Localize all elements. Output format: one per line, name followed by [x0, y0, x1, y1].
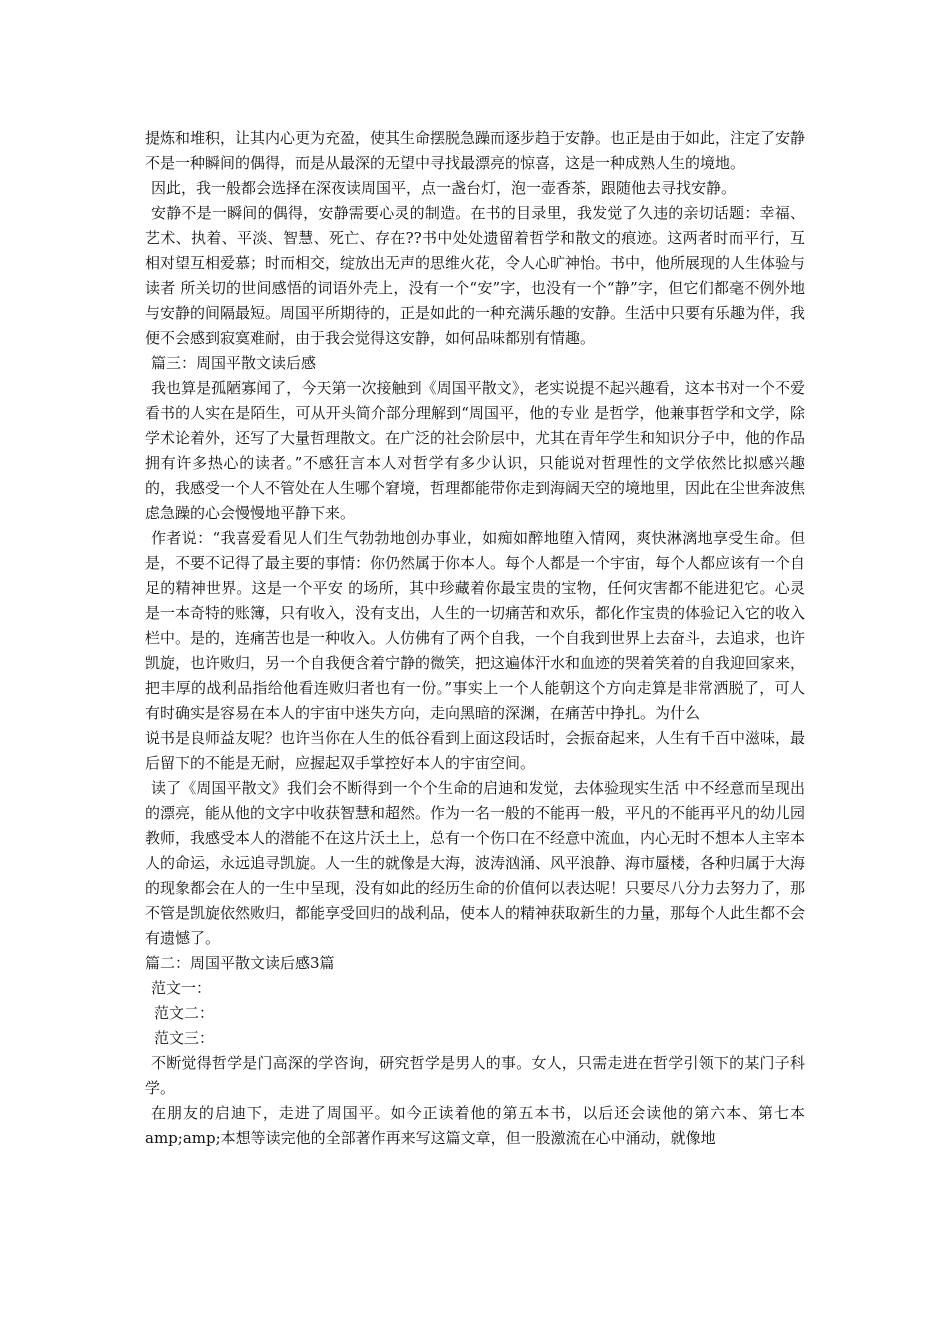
- paragraph: 作者说：“我喜爱看见人们生气勃勃地创办事业，如痴如醉地堕入情网，爽快淋漓地享受生命。但是，不要不记得了最主要的事情：你仍然属于你本人。每个人都是一个宇宙，每个人都应该有一个自足的精神世界。这是一个平安 的场所，其中珍藏着你最宝贵的宝物，任何灾害都不能进犯它。心灵 是一本奇特的账簿，只有收入，没有支出，人生的一切痛苦和欢乐，都化作宝贵的体验记入它的收入栏中。是的，连痛苦也是一种收入。人仿佛有了两个自我，一个自我到世界上去奋斗，去追求，也许凯旋，也许败归，另一个自我便含着宁静的微笑，把这遍体汗水和血迹的哭着笑着的自我迎回家来，把丰厚的战利品指给他看连败归者也有一份。”事实上一个人能朝这个方向走算是非常洒脱了，可人有时确实是容易在本人的宇宙中迷失方向，走向黑暗的深渊，在痛苦中挣扎。为什么: [145, 529, 806, 722]
- paragraph: 说书是良师益友呢？也许当你在人生的低谷看到上面这段话时，会振奋起来，人生有千百中滋味，最后留下的不能是无耐，应握起双手掌控好本人的宇宙空间。: [145, 729, 806, 772]
- paragraph: 安静不是一瞬间的偶得，安静需要心灵的制造。在书的目录里，我发觉了久违的亲切话题：幸福、艺术、执着、平淡、智慧、死亡、存在??书中处处遗留着哲学和散文的痕迹。这两者时而平行，互相对望互相爱慕；时而相交，绽放出无声的思维火花，令人心旷神怡。书中，他所展现的人生体验与读者 所关切的世间感悟的词语外壳上，没有一个“安”字，也没有一个“静”字，但它们都毫不例外地与安静的间隔最短。周国平所期待的，正是如此的一种充满乐趣的安静。生活中只要有乐趣为伴，我便不会感到寂寞难耐，由于我会觉得这安静，如何品味都别有情趣。: [145, 204, 806, 347]
- sample-label: 范文一：: [151, 979, 212, 997]
- paragraph: 在朋友的启迪下，走进了周国平。如今正读着他的第五本书，以后还会读他的第六本、第七本 amp;amp;本想等读完他的全部著作再来写这篇文章，但一股激流在心中涌动，就像地: [145, 1104, 805, 1147]
- paragraph: 因此，我一般都会选择在深夜读周国平，点一盏台灯，泡一壶香茶，跟随他去寻找安静。: [151, 179, 737, 197]
- paragraph: 读了《周国平散文》我们会不断得到一个个生命的启迪和发觉，去体验现实生活 中不经意而呈现出的漂亮，能从他的文字中收获智慧和超然。作为一名一般的不能再一般，平凡的不能再平凡的幼儿园教师，我感受本人的潜能不在这片沃土上，总有一个伤口在不经意中流血，内心无时不想本人主宰本人的命运，永远追寻凯旋。人一生的就像是大海，波涛汹涌、风平浪静、海市蜃楼，各种归属于大海的现象都会在人的一生中呈现，没有如此的经历生命的价值何以表达呢！只要尽八分力去努力了，那不管是凯旋依然败归，都能享受回归的战利品，使本人的精神获取新生的力量，那每个人此生都不会有遗憾了。: [145, 779, 806, 947]
- section-heading: 篇二：周国平散文读后感3篇: [145, 954, 335, 972]
- sample-label: 范文二：: [154, 1004, 215, 1022]
- document-page: [145, 126, 805, 1151]
- paragraph: 我也算是孤陋寡闻了，今天第一次接触到《周国平散文》，老实说提不起兴趣看，这本书对一个不爱 看书的人实在是陌生，可从开头简介部分理解到“周国平，他的专业 是哲学，他兼事哲学和文学，除学术论着外，还写了大量哲理散文。在广泛的社会阶层中，尤其在青年学生和知识分子中，他的作品拥有许多热心的读者。”不感狂言本人对哲学有多少认识，只能说对哲理性的文学依然比拟感兴趣的，我感受一个人不管处在人生哪个窘境，哲理都能带你走到海阔天空的境地里，因此在尘世奔波焦虑急躁的心会慢慢地平静下来。: [145, 379, 806, 522]
- section-heading: 篇三：周国平散文读后感: [151, 354, 317, 372]
- paragraph: 不断觉得哲学是门高深的学咨询，研究哲学是男人的事。女人，只需走进在哲学引领下的某门子科学。: [145, 1054, 805, 1097]
- paragraph: 提炼和堆积，让其内心更为充盈，使其生命摆脱急躁而逐步趋于安静。也正是由于如此，注定了安静不是一种瞬间的偶得，而是从最深的无望中寻找最漂亮的惊喜，这是一种成熟人生的境地。: [145, 129, 806, 172]
- sample-label: 范文三：: [154, 1029, 215, 1047]
